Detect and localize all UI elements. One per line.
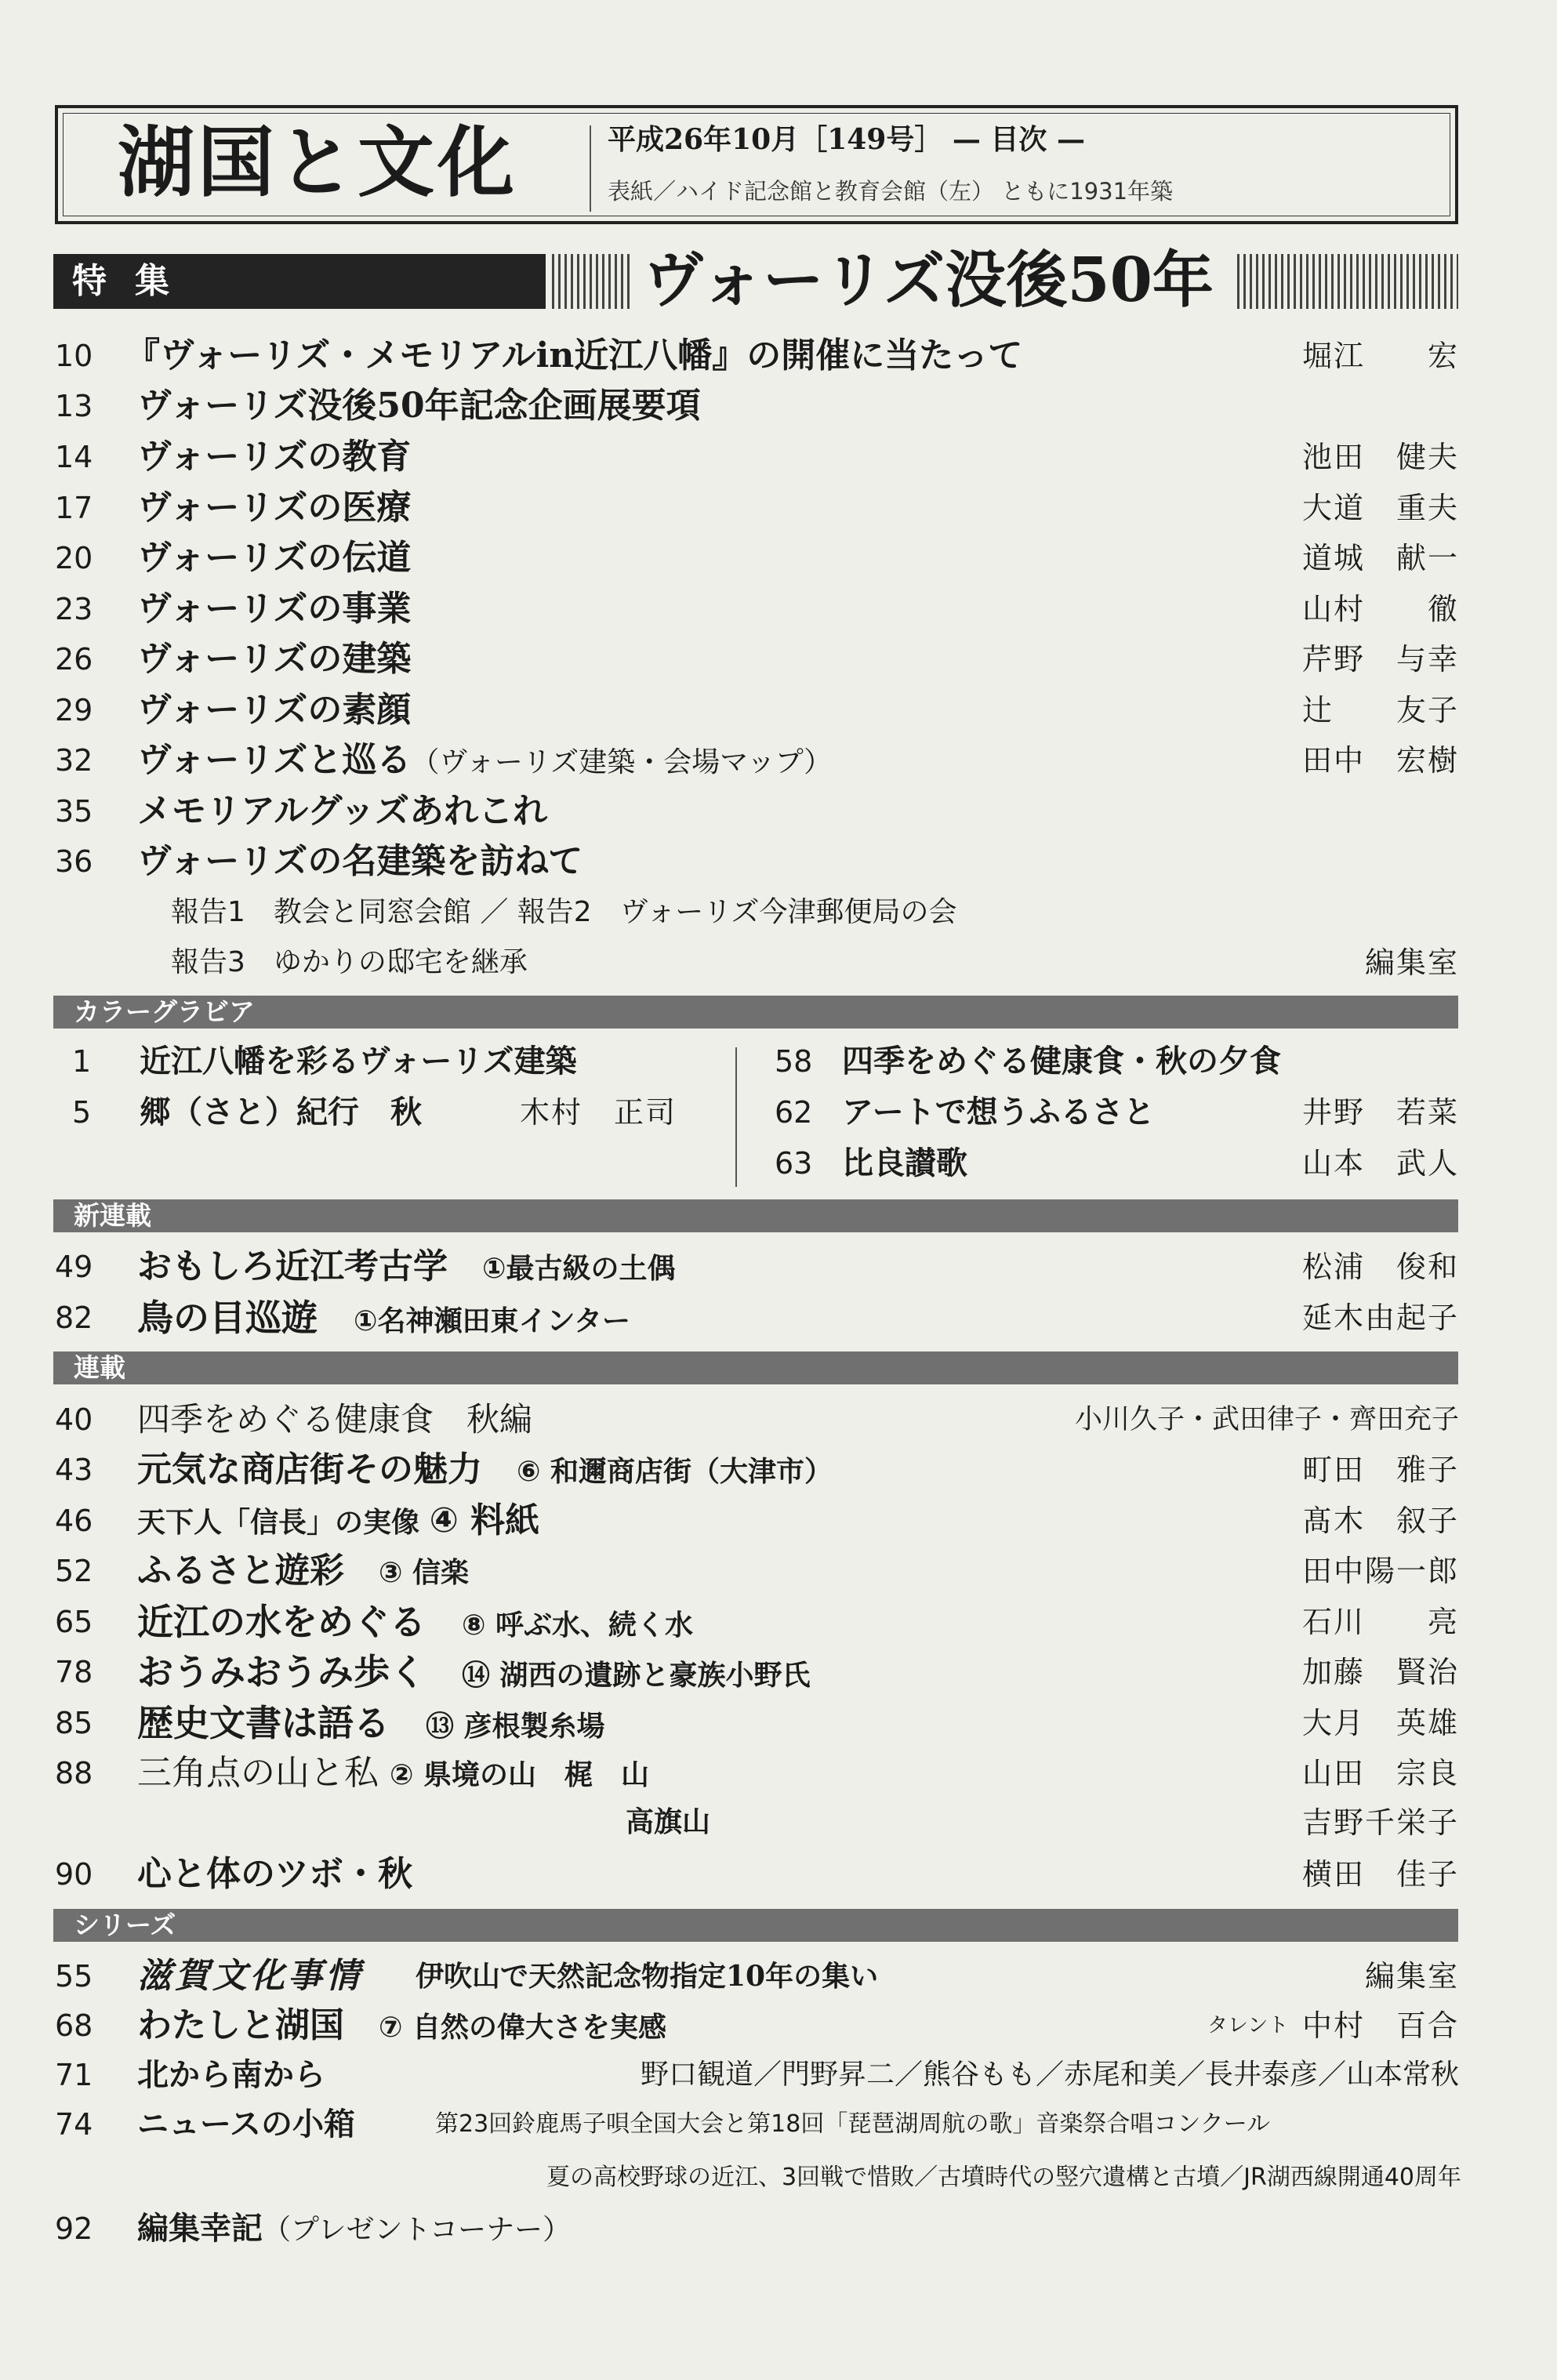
page-number: 68 [55, 2008, 93, 2043]
page-number: 17 [55, 491, 93, 525]
page-number: 82 [55, 1301, 93, 1335]
toc-row[interactable] [0, 1648, 1557, 1696]
article-title: ヴォーリズの医療 [137, 488, 412, 528]
page-number: 5 [72, 1095, 92, 1130]
page-number: 23 [55, 592, 93, 626]
toc-row[interactable] [0, 2100, 1557, 2149]
section-heading: 連載 [74, 1352, 125, 1383]
article-title: ヴォーリズの名建築を訪ねて [137, 841, 583, 881]
article-title: ふるさと遊彩 ③ 信楽 [137, 1551, 470, 1591]
toc-row[interactable] [0, 2051, 1557, 2099]
article-title: 歴史文書は語る ⑬ 彦根製糸場 [137, 1702, 605, 1744]
header-divider [590, 125, 591, 212]
page-number: 65 [55, 1605, 93, 1639]
page-number: 13 [55, 389, 93, 423]
article-author: 池田 健夫 [1301, 440, 1459, 474]
page-number: 46 [55, 1504, 93, 1538]
article-author: 編集室 [1364, 1959, 1459, 1994]
article-title: 『ヴォーリズ・メモリアルin近江八幡』の開催に当たって [125, 336, 1023, 376]
article-title: 天下人「信長」の実像 ④ 料紙 [137, 1500, 540, 1540]
article-author: 編集室 [1364, 945, 1459, 980]
article-subtitle: ⑥ 和邇商店街（大津市） [517, 1456, 833, 1488]
article-author: 町田 雅子 [1301, 1453, 1459, 1487]
toc-row[interactable] [0, 1446, 1557, 1494]
feature-title: ヴォーリズ没後50年 [643, 245, 1214, 316]
author-role: タレント [1207, 2014, 1289, 2037]
page-number: 55 [55, 1959, 93, 1994]
article-title: メモリアルグッズあれこれ [137, 791, 548, 831]
article-subtitle: ④ 料紙 [429, 1500, 540, 1540]
page-number: 32 [55, 743, 93, 778]
article-subtitle: ①最古級の土偶 [482, 1253, 676, 1285]
article-author: 松浦 俊和 [1301, 1250, 1459, 1284]
page-number: 14 [55, 440, 93, 474]
article-subtitle: ⑬ 彦根製糸場 [426, 1711, 605, 1743]
page-number: 10 [55, 339, 93, 373]
toc-row[interactable] [0, 1395, 1557, 1444]
article-subtitle: （ヴォーリズ建築・会場マップ） [411, 746, 833, 778]
article-subtitle: 夏の高校野球の近江、3回戦で惜敗／古墳時代の竪穴遺構と古墳／JR湖西線開通40周年 [546, 2164, 1461, 2191]
toc-row[interactable] [0, 2001, 1557, 2050]
article-title: ヴォーリズと巡る（ヴォーリズ建築・会場マップ） [137, 740, 833, 780]
article-author: 小川久子・武田律子・齊田充子 [1074, 1404, 1459, 1435]
article-author: 石川 亮 [1301, 1605, 1459, 1639]
toc-row[interactable] [0, 635, 1557, 684]
article-title: 三角点の山と私 ② 県境の山 梶 山 [137, 1753, 650, 1793]
article-author: 山田 宗良 [1301, 1756, 1459, 1790]
article-title: 四季をめぐる健康食 秋編 [137, 1400, 533, 1439]
article-subtitle: 伊吹山で天然記念物指定10年の集い [416, 1960, 879, 1993]
toc-row[interactable] [0, 837, 1557, 886]
article-title: 鳥の目巡遊 ①名神瀬田東インター [137, 1297, 631, 1339]
article-author: 延木由起子 [1301, 1301, 1459, 1335]
page-number: 20 [55, 541, 93, 575]
article-subtitle: ③ 信楽 [379, 1557, 470, 1589]
article-title: ヴォーリズの伝道 [137, 538, 412, 578]
page-number: 78 [55, 1655, 93, 1689]
article-title: 比良讃歌 [842, 1145, 967, 1181]
article-title: 滋賀文化事情 [137, 1956, 363, 1996]
page-number: 26 [55, 642, 93, 677]
article-title: 元気な商店街その魅力 ⑥ 和邇商店街（大津市） [137, 1449, 833, 1489]
article-title: ヴォーリズの事業 [137, 589, 412, 629]
page-number: 71 [55, 2058, 93, 2092]
article-subtitle: 高旗山 [626, 1806, 711, 1838]
article-title: ヴォーリズの素顔 [137, 690, 412, 730]
toc-row[interactable] [0, 534, 1557, 582]
toc-row[interactable] [0, 1497, 1557, 1545]
article-author: 田中陽一郎 [1301, 1554, 1459, 1588]
page-number: 1 [72, 1044, 92, 1079]
article-subtitle: ⑭ 湖西の遺跡と豪族小野氏 [462, 1660, 811, 1692]
report-text: 報告1 教会と同窓会館 ／ 報告2 ヴォーリズ今津郵便局の会 [171, 896, 957, 928]
toc-row[interactable] [0, 1952, 1557, 2001]
article-subtitle: ⑧ 呼ぶ水、続く水 [462, 1609, 694, 1642]
article-author: 井野 若菜 [1301, 1095, 1459, 1130]
article-author: 大道 重夫 [1301, 491, 1459, 525]
toc-row[interactable] [0, 2153, 1557, 2202]
article-author: 加藤 賢治 [1301, 1655, 1459, 1689]
page-number: 29 [55, 693, 93, 727]
article-author: 堀江 宏 [1301, 339, 1459, 373]
article-title: 近江八幡を彩るヴォーリズ建築 [140, 1043, 577, 1079]
report-line [0, 938, 1557, 987]
section-heading: シリーズ [74, 1910, 176, 1940]
magazine-logo: 湖国と文化 [118, 118, 518, 208]
toc-row[interactable] [0, 1243, 1557, 1291]
page-number: 49 [55, 1250, 93, 1284]
toc-row[interactable] [0, 1293, 1557, 1342]
decorative-stripes-left [552, 254, 630, 309]
article-title: ヴォーリズの建築 [137, 639, 412, 679]
article-author: 髙木 叙子 [1301, 1504, 1459, 1538]
toc-row[interactable] [0, 1088, 1557, 1137]
toc-row[interactable] [0, 686, 1557, 735]
article-subtitle: 第23回鈴鹿馬子唄全国大会と第18回「琵琶湖周航の歌」音楽祭合唱コンクール [435, 2110, 1271, 2138]
article-title: おうみおうみ歩く ⑭ 湖西の遺跡と豪族小野氏 [137, 1651, 811, 1693]
article-author: 辻 友子 [1301, 693, 1459, 727]
article-subtitle: （プレゼントコーナー） [263, 2214, 572, 2246]
section-bar-shiries [53, 1909, 1458, 1942]
article-title: 編集幸記（プレゼントコーナー） [137, 2211, 572, 2247]
page-number: 85 [55, 1706, 93, 1740]
report-text: 報告3 ゆかりの邸宅を継承 [171, 946, 528, 978]
article-title: 心と体のツボ・秋 [137, 1854, 413, 1894]
feature-label: 特集 [72, 261, 198, 301]
toc-row[interactable] [0, 382, 1557, 430]
toc-row[interactable] [0, 1699, 1557, 1747]
article-author: 大月 英雄 [1301, 1706, 1459, 1740]
toc-row[interactable] [0, 1749, 1557, 1798]
toc-row[interactable] [0, 1798, 1557, 1847]
toc-row[interactable] [0, 787, 1557, 836]
article-subtitle: ② 県境の山 梶 山 [390, 1759, 650, 1791]
toc-row[interactable] [0, 1598, 1557, 1646]
toc-row[interactable] [0, 332, 1557, 380]
article-subtitle: 野口観道／門野昇二／熊谷もも／赤尾和美／長井泰彦／山本常秋 [640, 2059, 1459, 2091]
toc-row[interactable] [0, 433, 1557, 481]
toc-row[interactable] [0, 1850, 1557, 1899]
article-author: 山本 武人 [1301, 1146, 1459, 1181]
page-number: 52 [55, 1554, 93, 1588]
page-number: 62 [775, 1095, 813, 1130]
toc-row[interactable] [0, 2204, 1557, 2253]
article-author: 吉野千栄子 [1301, 1805, 1459, 1840]
page-number: 40 [55, 1402, 93, 1437]
article-author: 道城 献一 [1301, 541, 1459, 575]
toc-row[interactable] [0, 1139, 1557, 1188]
article-author: 芹野 与幸 [1301, 642, 1459, 677]
article-title: アートで想うふるさと [842, 1094, 1155, 1130]
article-author: 木村 正司 [519, 1095, 677, 1130]
article-title: ニュースの小箱 [137, 2106, 355, 2142]
article-subtitle: ⑦ 自然の偉大さを実感 [379, 2012, 667, 2044]
toc-row[interactable] [0, 484, 1557, 532]
toc-row[interactable] [0, 1547, 1557, 1595]
article-title: 北から南から [137, 2057, 325, 2093]
toc-row[interactable] [0, 1037, 1557, 1086]
article-title: 近江の水をめぐる ⑧ 呼ぶ水、続く水 [137, 1601, 694, 1643]
section-bar-gravure [53, 996, 1458, 1029]
article-author: 田中 宏樹 [1301, 743, 1459, 778]
article-title: わたしと湖国 ⑦ 自然の偉大さを実感 [137, 2005, 667, 2045]
page-number: 58 [775, 1044, 813, 1079]
toc-row[interactable] [0, 585, 1557, 633]
article-title: 郷（さと）紀行 秋 [140, 1094, 422, 1130]
article-author: 山村 徹 [1301, 592, 1459, 626]
page-number: 74 [55, 2107, 93, 2142]
article-title: 四季をめぐる健康食・秋の夕食 [842, 1043, 1281, 1079]
page-number: 92 [55, 2211, 93, 2246]
section-bar-new-series [53, 1199, 1458, 1232]
article-title: おもしろ近江考古学 ①最古級の土偶 [137, 1246, 676, 1286]
cover-caption: 表紙／ハイド記念館と教育会館（左） ともに1931年築 [608, 178, 1174, 205]
issue-info: 平成26年10月［149号］ — 目次 — [608, 123, 1085, 156]
article-subtitle: ①名神瀬田東インター [354, 1305, 631, 1337]
article-author: 中村 百合 [1301, 2008, 1459, 2043]
page-number: 88 [55, 1756, 93, 1790]
page-number: 36 [55, 844, 93, 879]
report-line [0, 888, 1557, 937]
page-number: 90 [55, 1857, 93, 1892]
article-title: ヴォーリズの教育 [137, 437, 412, 477]
page-number: 43 [55, 1453, 93, 1487]
article-author: 横田 佳子 [1301, 1857, 1459, 1892]
page-number: 63 [775, 1146, 813, 1181]
toc-row[interactable] [0, 736, 1557, 785]
section-heading: カラーグラビア [74, 996, 255, 1027]
page-number: 35 [55, 794, 93, 829]
article-title: ヴォーリズ没後50年記念企画展要項 [137, 386, 701, 426]
section-heading: 新連載 [74, 1200, 151, 1231]
section-bar-series [53, 1351, 1458, 1384]
decorative-stripes-right [1237, 254, 1458, 309]
